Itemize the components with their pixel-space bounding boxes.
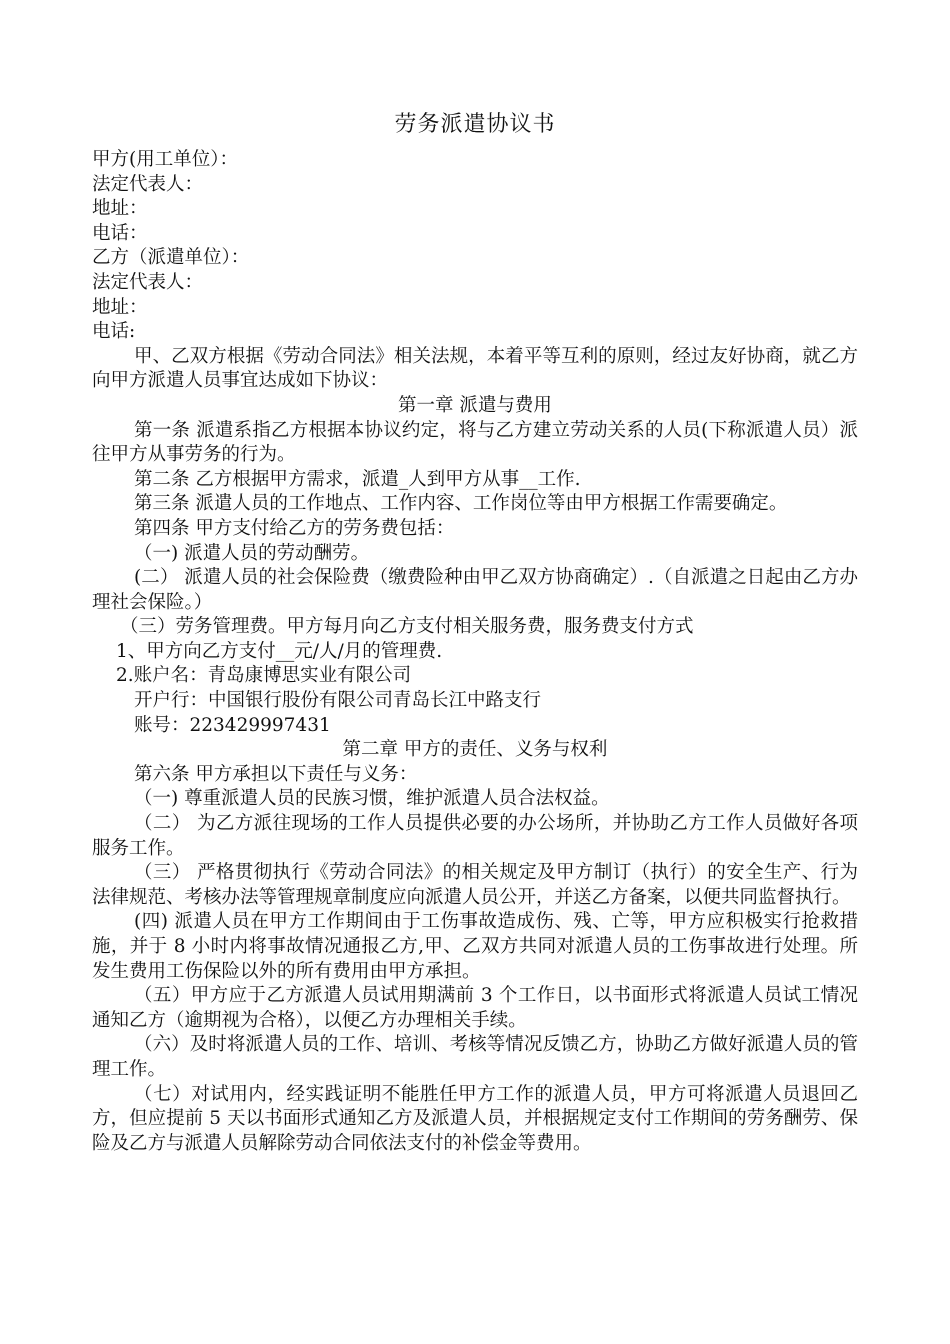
- article-2: 第二条 乙方根据甲方需求，派遣_人到甲方从事__工作.: [134, 468, 581, 490]
- fee-sub-item-1: 1、甲方向乙方支付__元/人/月的管理费.: [116, 640, 443, 662]
- document-title: 劳务派遣协议书: [394, 112, 556, 137]
- party-b-representative-field: 法定代表人：: [92, 271, 204, 293]
- article-4: 第四条 甲方支付给乙方的劳务费包括：: [134, 517, 455, 539]
- party-b-phone-field: 电话:: [92, 321, 136, 343]
- chapter-2-heading: 第二章 甲方的责任、义务与权利: [342, 739, 608, 761]
- duty-item-6: （六）及时将派遣人员的工作、培训、考核等情况反馈乙方，协助乙方做好派遣人员的管理工作。: [92, 1034, 858, 1080]
- document-page: [92, 110, 858, 1156]
- intro-paragraph: 甲、乙双方根据《劳动合同法》相关法规，本着平等互利的原则，经过友好协商，就乙方向甲方派遣人员事宜达成如下协议：: [92, 345, 858, 392]
- fee-item-1: （一) 派遣人员的劳动酬劳。: [134, 542, 370, 564]
- party-b-field: 乙方（派遣单位）：: [92, 247, 250, 269]
- duty-item-3: （三） 严格贯彻执行《劳动合同法》的相关规定及甲方制订（执行）的安全生产、行为法律规范、考核办法等管理规章制度应向派遣人员公开，并送乙方备案，以便共同监督执行。: [92, 862, 858, 908]
- article-6: 第六条 甲方承担以下责任与义务：: [134, 763, 418, 785]
- chapter-1-heading: 第一章 派遣与费用: [398, 394, 552, 416]
- duty-item-5: （五）甲方应于乙方派遣人员试用期满前 3 个工作日，以书面形式将派遣人员试工情况通知乙方（逾期视为合格），以便乙方办理相关手续。: [92, 985, 858, 1031]
- party-b-address-field: 地址：: [92, 296, 148, 318]
- bank-name: 开户行：中国银行股份有限公司青岛长江中路支行: [134, 690, 542, 712]
- account-name: 2.账户名：青岛康博思实业有限公司: [116, 665, 412, 687]
- fee-item-3: （三）劳务管理费。甲方每月向乙方支付相关服务费，服务费支付方式: [120, 616, 694, 638]
- party-a-address-field: 地址：: [92, 198, 148, 220]
- account-number: 账号：223429997431: [134, 714, 331, 736]
- duty-item-1: （一) 尊重派遣人员的民族习惯，维护派遣人员合法权益。: [134, 788, 610, 810]
- fee-item-2: (二） 派遣人员的社会保险费（缴费险种由甲乙双方协商确定）.（自派遣之日起由乙方办理社会保险。）: [92, 567, 858, 613]
- duty-item-7: （七）对试用内，经实践证明不能胜任甲方工作的派遣人员，甲方可将派遣人员退回乙方，但应提前 5 天以书面形式通知乙方及派遣人员，并根据规定支付工作期间的劳务酬劳、保险及乙方与派遣人员解除劳动合同依法支付的补偿金等费用。: [92, 1083, 858, 1154]
- article-1: 第一条 派遣系指乙方根据本协议约定，将与乙方建立劳动关系的人员(下称派遣人员）派往甲方从事劳务的行为。: [92, 419, 858, 466]
- header-fields: [92, 148, 858, 345]
- duty-item-4: (四) 派遣人员在甲方工作期间由于工伤事故造成伤、残、亡等，甲方应积极实行抢救措施，并于 8 小时内将事故情况通报乙方,甲、乙双方共同对派遣人员的工伤事故进行处理。所发生费用工伤保险以外的所有费用由甲方承担。: [92, 911, 858, 982]
- party-a-field: 甲方(用工单位）：: [92, 149, 238, 170]
- article-3: 第三条 派遣人员的工作地点、工作内容、工作岗位等由甲方根据工作需要确定。: [134, 493, 788, 515]
- party-a-phone-field: 电话：: [92, 222, 148, 244]
- party-a-representative-field: 法定代表人：: [92, 173, 204, 195]
- duty-item-2: （二） 为乙方派往现场的工作人员提供必要的办公场所，并协助乙方工作人员做好各项服务工作。: [92, 813, 858, 859]
